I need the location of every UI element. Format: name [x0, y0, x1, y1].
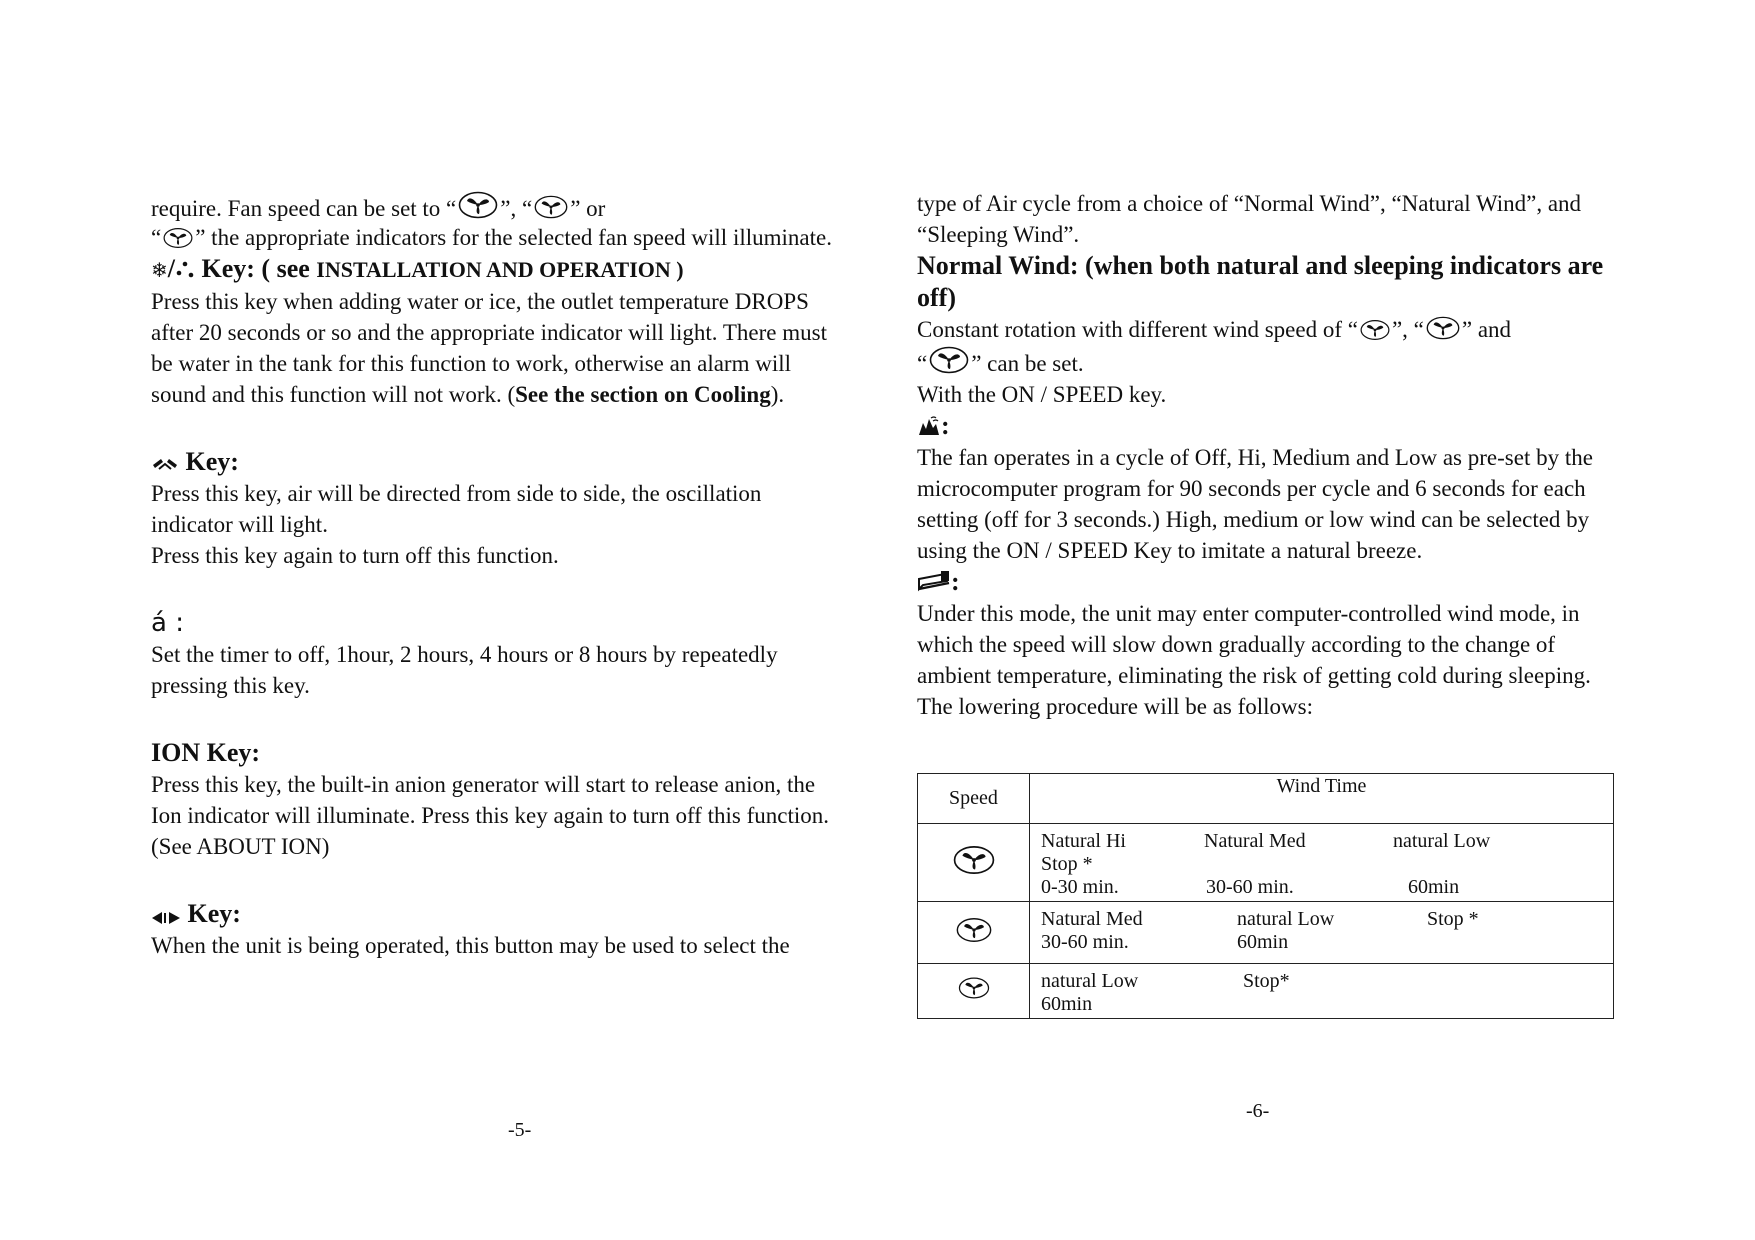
- page-number-right: -6-: [1246, 1100, 1270, 1122]
- header-speed: Speed: [918, 774, 1030, 824]
- fan-speed-intro: require. Fan speed can be set to “ ”, “ ” or: [151, 190, 847, 224]
- snowflake-icon: ❄: [151, 258, 168, 282]
- oscillation-key-off: Press this key again to turn off this function.: [151, 543, 559, 568]
- mode-key-body: When the unit is being operated, this button may be used to select the: [151, 933, 790, 958]
- cooling-key-body: Press this key when adding water or ice, the outlet temperature DROPS after 20 seconds or so and the appropriate indicator will light. There must be water in the tank for this function to work, otherwise an alarm will sound and this function will not work. (See the section on Cooling).: [151, 289, 827, 407]
- fan-speed-intro-cont: “ ” the appropriate indicators for the selected fan speed will illuminate.: [151, 225, 832, 250]
- table-header-row: [918, 774, 1614, 824]
- fan-high-icon: [953, 845, 995, 875]
- header-wind-time: Wind Time: [1030, 774, 1614, 824]
- left-page-column: [151, 190, 847, 961]
- oscillation-key-heading: Key:: [151, 446, 847, 478]
- fan-low-icon: [958, 977, 990, 999]
- sleeping-bed-icon: [917, 571, 951, 593]
- water-drops-icon: [175, 260, 195, 280]
- mode-arrows-icon: [151, 911, 181, 925]
- cooling-key-heading: ❄/ Key: ( see INSTALLATION AND OPERATION ): [151, 254, 684, 283]
- sleeping-wind-body: Under this mode, the unit may enter computer-controlled wind mode, in which the speed will slow down gradually according to the change of ambient temperature, eliminating the risk of getting cold during sleeping. The lowering procedure will be as follows:: [917, 601, 1591, 719]
- fan-high-icon: [458, 190, 498, 220]
- right-page-column: [917, 188, 1617, 722]
- fan-high-icon: [929, 345, 969, 375]
- air-cycle-intro: type of Air cycle from a choice of “Normal Wind”, “Natural Wind”, and “Sleeping Wind”.: [917, 191, 1582, 247]
- natural-wind-heading: :: [917, 410, 1617, 442]
- oscillation-icon: [151, 455, 179, 473]
- page-number-left: -5-: [508, 1119, 532, 1141]
- fan-medium-icon: [1426, 315, 1460, 341]
- mode-key-heading: Key:: [151, 898, 847, 930]
- ion-key-heading: ION Key:: [151, 738, 261, 767]
- natural-wind-body: The fan operates in a cycle of Off, Hi, Medium and Low as pre-set by the microcomputer program for 90 seconds per cycle and 6 seconds for each setting (off for 3 seconds.) High, medium or low wind can be selected by using the ON / SPEED Key to imitate a natural breeze.: [917, 445, 1593, 563]
- table-row: natural Low Stop* 60min: [918, 964, 1614, 1019]
- fan-low-icon: [163, 227, 193, 249]
- table-row: Natural Med natural Low Stop * 30-60 min. 60min: [918, 902, 1614, 964]
- natural-wind-tree-icon: [917, 415, 941, 437]
- oscillation-key-body: Press this key, air will be directed from side to side, the oscillation indicator will light.: [151, 481, 762, 537]
- table-row: Natural Hi Natural Med natural Low Stop * 0-30 min. 30-60 min. 60min: [918, 824, 1614, 902]
- fan-medium-icon: [534, 194, 568, 220]
- fan-low-icon: [1360, 319, 1390, 341]
- sleeping-wind-heading: :: [917, 566, 1617, 598]
- timer-key-body: Set the timer to off, 1hour, 2 hours, 4 hours or 8 hours by repeatedly pressing this key.: [151, 642, 778, 698]
- fan-medium-icon: [956, 917, 992, 943]
- sleeping-wind-table: [917, 773, 1614, 1019]
- ion-key-body: Press this key, the built-in anion generator will start to release anion, the Ion indicator will illuminate. Press this key again to turn off this function. (See ABOUT ION): [151, 772, 829, 859]
- normal-wind-heading: Normal Wind: (when both natural and sleeping indicators are off): [917, 251, 1604, 312]
- timer-key-heading: á :: [151, 608, 184, 638]
- normal-wind-body: Constant rotation with different wind speed of “ ”, “ ” and “ ” can be set. With the ON / SPEED key.: [917, 317, 1512, 407]
